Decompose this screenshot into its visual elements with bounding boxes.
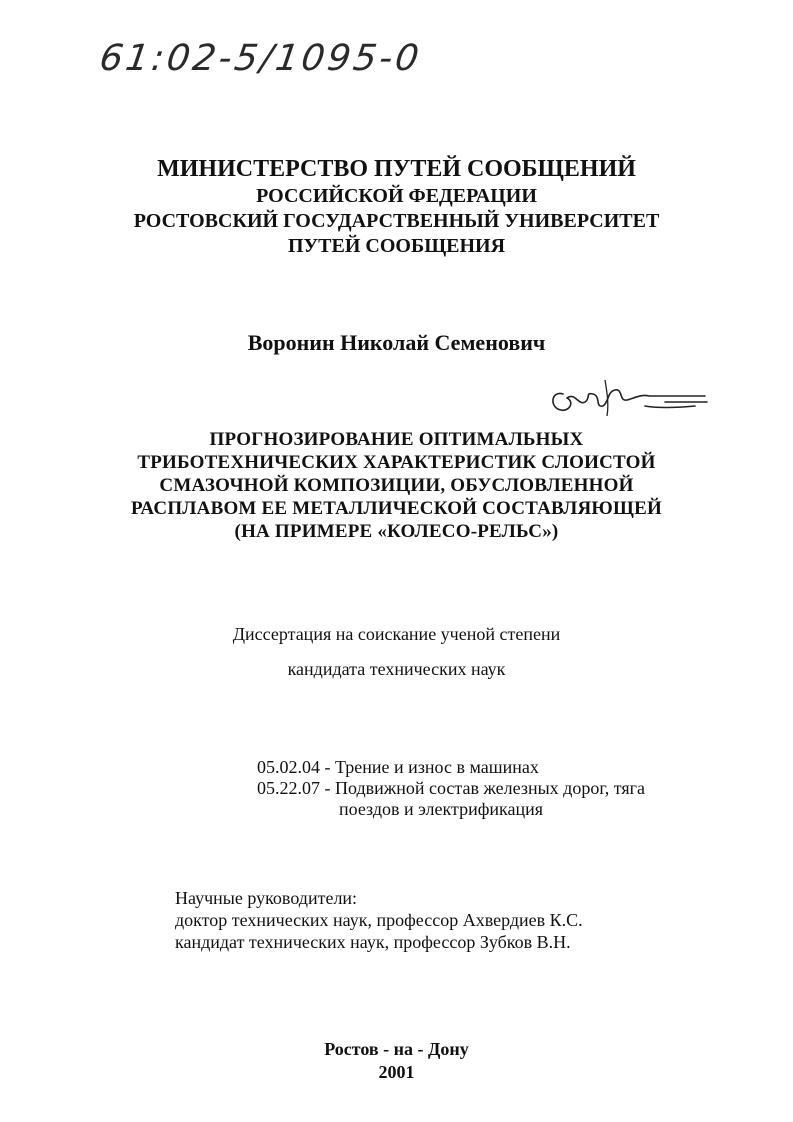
degree-line-1: Диссертация на соискание ученой степени [232, 624, 561, 644]
title-line-1: ПРОГНОЗИРОВАНИЕ ОПТИМАЛЬНЫХ [209, 429, 584, 450]
supervisor-1: доктор технических наук, профессор Ахвердиев К.С. [175, 910, 583, 930]
specialty-1: 05.02.04 - Трение и износ в машинах [257, 757, 539, 777]
title-line-3: СМАЗОЧНОЙ КОМПОЗИЦИИ, ОБУСЛОВЛЕННОЙ [159, 475, 634, 496]
ministry-line-4: ПУТЕЙ СООБЩЕНИЯ [287, 235, 506, 257]
archive-number: 61:02-5/1095-0 [97, 38, 425, 79]
signature-icon [545, 372, 715, 422]
ministry-line-1: МИНИСТЕРСТВО ПУТЕЙ СООБЩЕНИЙ [157, 156, 636, 182]
supervisor-2: кандидат технических наук, профессор Зубков В.Н. [175, 932, 571, 952]
degree-line-2: кандидата технических наук [287, 659, 506, 679]
supervisors-heading: Научные руководители: [175, 888, 358, 908]
supervisors [175, 887, 583, 953]
title-line-5: (НА ПРИМЕРЕ «КОЛЕСО-РЕЛЬС») [234, 521, 559, 542]
specialty-2: 05.22.07 - Подвижной состав железных дорог, тяга [257, 778, 645, 798]
dissertation-title [0, 428, 793, 543]
ministry-header [0, 155, 793, 259]
ministry-line-2: РОССИЙСКОЙ ФЕДЕРАЦИИ [256, 185, 537, 207]
year: 2001 [378, 1062, 415, 1082]
place-and-year [0, 1038, 793, 1084]
degree-statement [0, 624, 793, 680]
specialties [257, 757, 645, 820]
ministry-line-3: РОСТОВСКИЙ ГОСУДАРСТВЕННЫЙ УНИВЕРСИТЕТ [133, 210, 660, 232]
title-line-2: ТРИБОТЕХНИЧЕСКИХ ХАРАКТЕРИСТИК СЛОИСТОЙ [137, 452, 656, 473]
author-name: Воронин Николай Семенович [247, 330, 546, 355]
place: Ростов - на - Дону [324, 1039, 469, 1059]
specialty-2-continuation: поездов и электрификация [339, 799, 544, 819]
title-line-4: РАСПЛАВОМ ЕЕ МЕТАЛЛИЧЕСКОЙ СОСТАВЛЯЮЩЕЙ [131, 498, 662, 519]
